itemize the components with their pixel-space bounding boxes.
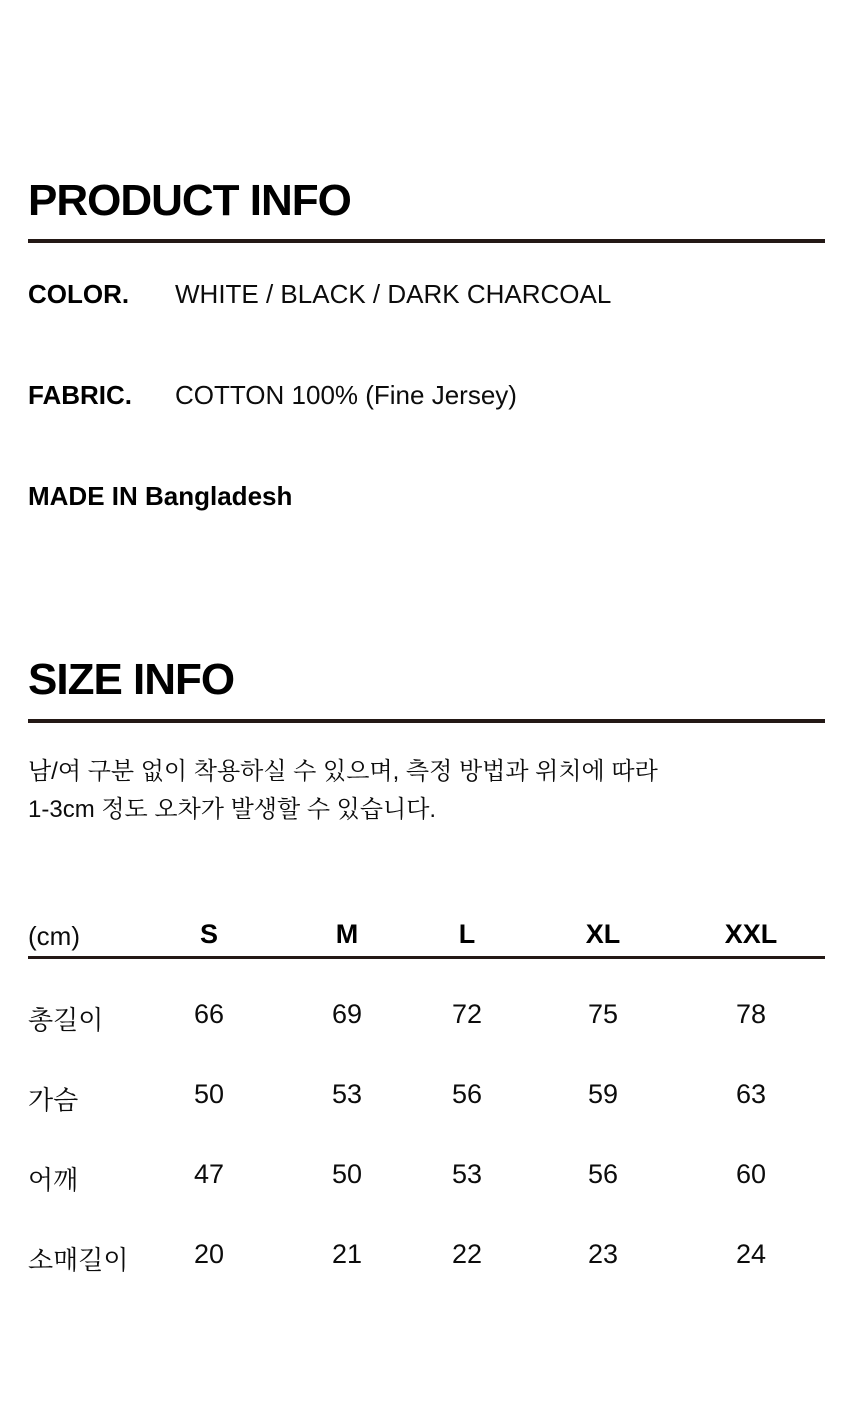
table-cell: 23 <box>587 1239 619 1269</box>
spec-label-fabric: FABRIC. <box>28 380 132 410</box>
table-cell: 56 <box>587 1159 619 1189</box>
made-in-line: MADE IN Bangladesh <box>28 481 293 511</box>
table-cell: 75 <box>587 999 619 1029</box>
product-info-title: PRODUCT INFO <box>28 176 351 225</box>
table-unit-label: (cm) <box>28 921 80 951</box>
spec-value-fabric: COTTON 100% (Fine Jersey) <box>175 380 517 410</box>
table-header-divider <box>28 956 825 959</box>
product-info-divider <box>28 239 825 243</box>
col-header-l: L <box>458 919 476 949</box>
col-header-m: M <box>335 919 359 949</box>
table-cell: 69 <box>331 999 363 1029</box>
table-cell: 59 <box>587 1079 619 1109</box>
table-cell: 20 <box>193 1239 225 1269</box>
size-info-title: SIZE INFO <box>28 655 235 704</box>
size-note-line-2: 1-3cm 정도 오차가 발생할 수 있습니다. <box>28 796 437 823</box>
table-cell: 47 <box>193 1159 225 1189</box>
col-header-xl: XL <box>585 919 621 949</box>
col-header-s: S <box>199 919 219 949</box>
row-label-shoulder: 어깨 <box>28 1165 79 1195</box>
table-cell: 53 <box>331 1079 363 1109</box>
table-cell: 66 <box>193 999 225 1029</box>
spec-label-color: COLOR. <box>28 279 130 309</box>
table-cell: 72 <box>451 999 483 1029</box>
table-cell: 63 <box>735 1079 767 1109</box>
size-note-line-1: 남/여 구분 없이 착용하실 수 있으며, 측정 방법과 위치에 따라 <box>28 758 658 785</box>
table-cell: 24 <box>735 1239 767 1269</box>
spec-row-color <box>28 279 611 310</box>
row-label-chest: 가슴 <box>28 1085 79 1115</box>
spec-row-fabric <box>28 380 517 411</box>
table-cell: 22 <box>451 1239 483 1269</box>
row-label-total-length: 총길이 <box>28 1005 104 1035</box>
table-cell: 50 <box>193 1079 225 1109</box>
size-info-divider <box>28 719 825 723</box>
col-header-xxl: XXL <box>724 919 778 949</box>
table-cell: 21 <box>331 1239 363 1269</box>
row-label-sleeve-length: 소매길이 <box>28 1245 129 1275</box>
table-cell: 50 <box>331 1159 363 1189</box>
size-note <box>28 753 658 829</box>
spec-value-color: WHITE / BLACK / DARK CHARCOAL <box>175 279 612 309</box>
table-cell: 56 <box>451 1079 483 1109</box>
table-cell: 78 <box>735 999 767 1029</box>
table-cell: 53 <box>451 1159 483 1189</box>
table-cell: 60 <box>735 1159 767 1189</box>
